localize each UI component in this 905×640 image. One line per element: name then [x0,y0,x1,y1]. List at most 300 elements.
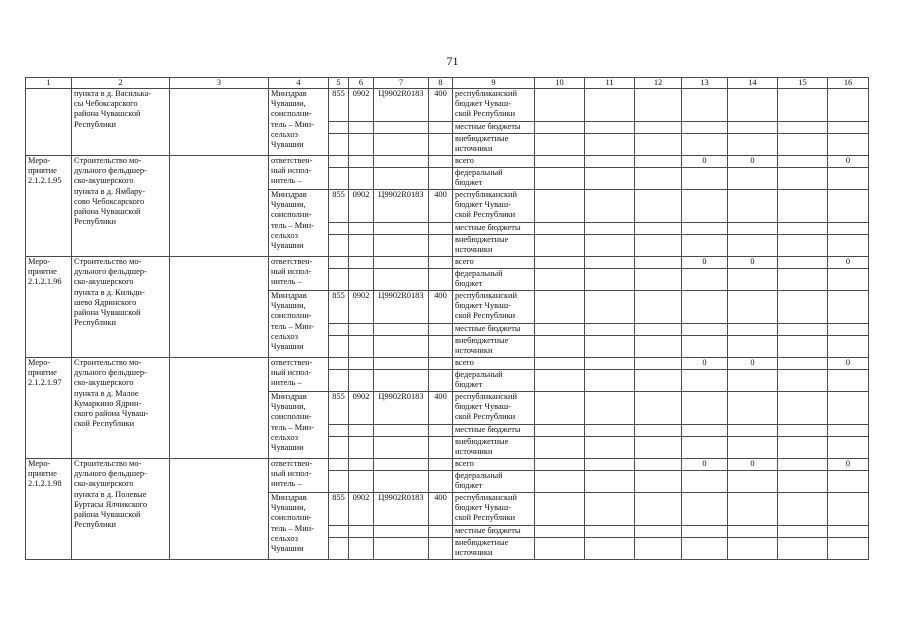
year-value-cell [778,392,828,425]
code-section-cell [349,336,374,358]
year-value-cell: 0 [728,156,778,168]
code-target-article-cell [374,168,429,190]
code-target-article-cell [374,156,429,168]
funding-source-cell: республиканский бюджет Чуваш- ской Республики [453,190,535,223]
funding-source-cell: местные бюджеты [453,324,535,336]
year-value-cell [535,538,585,560]
year-value-cell [635,538,682,560]
year-value-cell [778,526,828,538]
table-row [26,257,869,269]
code-target-article-cell [374,538,429,560]
year-value-cell [635,471,682,493]
code-grbs-cell [329,168,349,190]
code-expense-type-cell [429,156,453,168]
code-expense-type-cell: 400 [429,493,453,526]
code-section-cell [349,425,374,437]
code-target-article-cell [374,235,429,257]
year-value-cell [682,324,728,336]
funding-source-cell: республиканский бюджет Чуваш- ской Республики [453,291,535,324]
year-value-cell [828,190,869,223]
funding-source-cell: внебюджетные источники [453,336,535,358]
year-value-cell [682,122,728,134]
funding-source-cell: республиканский бюджет Чуваш- ской Республики [453,392,535,425]
code-section-cell [349,156,374,168]
year-value-cell [828,291,869,324]
responsible-executor-cell: ответствен- ный испол- нитель – [269,358,329,392]
year-value-cell [778,358,828,370]
empty-cell [170,89,269,156]
column-number-row [26,78,869,89]
year-value-cell [535,269,585,291]
year-value-cell [728,134,778,156]
code-target-article-cell [374,459,429,471]
code-target-article-cell: Ц9902R0183 [374,190,429,223]
code-grbs-cell [329,425,349,437]
code-expense-type-cell: 400 [429,190,453,223]
code-target-article-cell [374,324,429,336]
co-executor-cell: Минздрав Чувашии, соисполни- тель – Мин- сельхоз Чувашии [269,190,329,257]
code-section-cell [349,257,374,269]
year-value-cell [828,425,869,437]
year-value-cell [778,459,828,471]
year-value-cell [535,471,585,493]
funding-source-cell: федеральный бюджет [453,168,535,190]
code-target-article-cell: Ц9902R0183 [374,291,429,324]
measure-code-cell: Меро- приятие 2.1.2.1.96 [26,257,72,358]
code-section-cell [349,223,374,235]
column-number-5: 5 [329,78,349,89]
code-section-cell: 0902 [349,291,374,324]
code-grbs-cell: 855 [329,291,349,324]
code-expense-type-cell [429,324,453,336]
year-value-cell [682,269,728,291]
code-target-article-cell [374,471,429,493]
year-value-cell [535,257,585,269]
code-section-cell [349,134,374,156]
column-number-9: 9 [453,78,535,89]
code-section-cell [349,459,374,471]
year-value-cell [728,190,778,223]
year-value-cell [778,425,828,437]
code-grbs-cell [329,122,349,134]
year-value-cell [728,471,778,493]
responsible-executor-cell: ответствен- ный испол- нитель – [269,156,329,190]
code-expense-type-cell [429,223,453,235]
column-number-11: 11 [585,78,635,89]
year-value-cell [828,235,869,257]
year-value-cell [635,358,682,370]
code-expense-type-cell [429,134,453,156]
year-value-cell [535,324,585,336]
year-value-cell [635,134,682,156]
column-number-2: 2 [72,78,170,89]
year-value-cell [728,336,778,358]
code-target-article-cell [374,437,429,459]
year-value-cell [778,370,828,392]
year-value-cell [778,89,828,122]
column-number-7: 7 [374,78,429,89]
code-expense-type-cell: 400 [429,89,453,122]
year-value-cell [778,156,828,168]
year-value-cell [828,122,869,134]
page-number: 71 [446,54,459,68]
year-value-cell [585,89,635,122]
code-grbs-cell [329,336,349,358]
table-row [26,459,869,471]
year-value-cell [728,223,778,235]
budget-table [25,77,869,560]
year-value-cell [682,370,728,392]
column-number-8: 8 [429,78,453,89]
year-value-cell [585,291,635,324]
funding-source-cell: местные бюджеты [453,122,535,134]
column-number-1: 1 [26,78,72,89]
code-expense-type-cell [429,168,453,190]
code-target-article-cell: Ц9902R0183 [374,493,429,526]
code-expense-type-cell [429,526,453,538]
code-grbs-cell [329,269,349,291]
code-section-cell: 0902 [349,89,374,122]
empty-cell [170,358,269,459]
funding-source-cell: всего [453,358,535,370]
column-number-6: 6 [349,78,374,89]
funding-source-cell: внебюджетные источники [453,538,535,560]
year-value-cell [728,526,778,538]
measure-name-cell: пункта в д. Василька- сы Чебоксарского района Чувашской Республики [72,89,170,156]
code-expense-type-cell [429,269,453,291]
year-value-cell: 0 [682,459,728,471]
table-row [26,156,869,168]
year-value-cell [535,89,585,122]
year-value-cell [728,493,778,526]
year-value-cell [635,223,682,235]
code-target-article-cell: Ц9902R0183 [374,392,429,425]
year-value-cell [585,269,635,291]
column-number-14: 14 [728,78,778,89]
year-value-cell [535,235,585,257]
year-value-cell [585,324,635,336]
year-value-cell [828,526,869,538]
code-grbs-cell: 855 [329,190,349,223]
year-value-cell [682,235,728,257]
year-value-cell [585,156,635,168]
year-value-cell [728,425,778,437]
year-value-cell [635,291,682,324]
year-value-cell [778,437,828,459]
year-value-cell [828,437,869,459]
year-value-cell [635,526,682,538]
measure-name-cell: Строительство мо- дульного фельдшер- ско-акушерского пункта в д. Кильди- шево Ядринского района Чувашской Республики [72,257,170,358]
table-row [26,89,869,122]
year-value-cell [778,493,828,526]
year-value-cell [635,324,682,336]
year-value-cell [585,122,635,134]
column-number-4: 4 [269,78,329,89]
year-value-cell [635,425,682,437]
year-value-cell [635,235,682,257]
year-value-cell [585,459,635,471]
co-executor-cell: Минздрав Чувашии, соисполни- тель – Мин- сельхоз Чувашии [269,291,329,358]
measure-code-cell [26,89,72,156]
funding-source-cell: республиканский бюджет Чуваш- ской Республики [453,493,535,526]
funding-source-cell: всего [453,459,535,471]
year-value-cell [682,493,728,526]
measure-code-cell: Меро- приятие 2.1.2.1.95 [26,156,72,257]
funding-source-cell: местные бюджеты [453,526,535,538]
year-value-cell [585,471,635,493]
responsible-executor-cell: ответствен- ный испол- нитель – [269,459,329,493]
year-value-cell [828,89,869,122]
year-value-cell [728,269,778,291]
year-value-cell [585,190,635,223]
code-grbs-cell: 855 [329,89,349,122]
code-section-cell [349,471,374,493]
year-value-cell [585,370,635,392]
code-grbs-cell [329,459,349,471]
year-value-cell [682,291,728,324]
year-value-cell [585,257,635,269]
code-section-cell: 0902 [349,493,374,526]
empty-cell [170,257,269,358]
year-value-cell [635,89,682,122]
code-grbs-cell [329,156,349,168]
co-executor-cell: Минздрав Чувашии, соисполни- тель – Мин- сельхоз Чувашии [269,493,329,560]
code-section-cell [349,168,374,190]
code-expense-type-cell [429,425,453,437]
year-value-cell [535,358,585,370]
code-grbs-cell [329,223,349,235]
code-target-article-cell: Ц9902R0183 [374,89,429,122]
year-value-cell [778,168,828,190]
year-value-cell [585,168,635,190]
funding-source-cell: местные бюджеты [453,223,535,235]
year-value-cell [728,324,778,336]
code-target-article-cell [374,134,429,156]
year-value-cell [535,392,585,425]
funding-source-cell: республиканский бюджет Чуваш- ской Республики [453,89,535,122]
year-value-cell [585,425,635,437]
code-grbs-cell [329,437,349,459]
code-grbs-cell [329,134,349,156]
year-value-cell: 0 [682,358,728,370]
code-grbs-cell [329,526,349,538]
year-value-cell [585,392,635,425]
year-value-cell [778,134,828,156]
year-value-cell [728,291,778,324]
code-grbs-cell [329,370,349,392]
funding-source-cell: всего [453,156,535,168]
year-value-cell [778,336,828,358]
responsible-executor-cell: ответствен- ный испол- нитель – [269,257,329,291]
year-value-cell [682,471,728,493]
code-expense-type-cell: 400 [429,392,453,425]
code-section-cell [349,235,374,257]
funding-source-cell: внебюджетные источники [453,134,535,156]
year-value-cell [535,291,585,324]
year-value-cell [682,134,728,156]
responsible-executor-cell: Минздрав Чувашии, соисполни- тель – Мин- сельхоз Чувашии [269,89,329,156]
code-target-article-cell [374,358,429,370]
code-grbs-cell: 855 [329,392,349,425]
year-value-cell [778,223,828,235]
measure-code-cell: Меро- приятие 2.1.2.1.97 [26,358,72,459]
year-value-cell [535,425,585,437]
year-value-cell [535,437,585,459]
code-section-cell [349,122,374,134]
year-value-cell [728,235,778,257]
column-number-15: 15 [778,78,828,89]
column-number-3: 3 [170,78,269,89]
code-grbs-cell [329,538,349,560]
year-value-cell [682,425,728,437]
code-section-cell [349,269,374,291]
year-value-cell: 0 [828,459,869,471]
code-expense-type-cell [429,538,453,560]
empty-cell [170,156,269,257]
year-value-cell [635,493,682,526]
year-value-cell [682,392,728,425]
code-expense-type-cell [429,358,453,370]
code-section-cell [349,370,374,392]
code-expense-type-cell [429,471,453,493]
column-number-12: 12 [635,78,682,89]
code-section-cell: 0902 [349,190,374,223]
year-value-cell [828,493,869,526]
co-executor-cell: Минздрав Чувашии, соисполни- тель – Мин- сельхоз Чувашии [269,392,329,459]
year-value-cell [828,538,869,560]
year-value-cell [682,336,728,358]
year-value-cell [828,324,869,336]
funding-source-cell: федеральный бюджет [453,471,535,493]
code-grbs-cell [329,471,349,493]
year-value-cell [535,370,585,392]
year-value-cell: 0 [682,257,728,269]
year-value-cell: 0 [828,156,869,168]
year-value-cell [585,538,635,560]
code-target-article-cell [374,122,429,134]
year-value-cell: 0 [728,358,778,370]
code-section-cell [349,358,374,370]
funding-source-cell: внебюджетные источники [453,437,535,459]
code-section-cell [349,437,374,459]
year-value-cell [778,291,828,324]
year-value-cell [682,190,728,223]
year-value-cell [635,156,682,168]
year-value-cell [585,134,635,156]
measure-name-cell: Строительство мо- дульного фельдшер- ско-акушерского пункта в д. Полевые Буртасы Ялчикского района Чувашской Республики [72,459,170,560]
year-value-cell [635,168,682,190]
year-value-cell [682,89,728,122]
year-value-cell [828,370,869,392]
year-value-cell [778,538,828,560]
code-grbs-cell [329,358,349,370]
code-section-cell [349,538,374,560]
year-value-cell [728,122,778,134]
year-value-cell [682,538,728,560]
year-value-cell [728,370,778,392]
year-value-cell [535,134,585,156]
year-value-cell [585,493,635,526]
year-value-cell [728,437,778,459]
year-value-cell [778,190,828,223]
code-target-article-cell [374,269,429,291]
year-value-cell [585,437,635,459]
funding-source-cell: местные бюджеты [453,425,535,437]
year-value-cell [635,370,682,392]
year-value-cell [635,269,682,291]
year-value-cell [635,336,682,358]
year-value-cell [585,526,635,538]
year-value-cell [535,156,585,168]
year-value-cell [728,392,778,425]
code-grbs-cell [329,257,349,269]
code-target-article-cell [374,370,429,392]
year-value-cell [635,257,682,269]
year-value-cell [682,223,728,235]
column-number-16: 16 [828,78,869,89]
column-number-10: 10 [535,78,585,89]
code-expense-type-cell [429,235,453,257]
year-value-cell [535,336,585,358]
year-value-cell [535,493,585,526]
year-value-cell [635,190,682,223]
year-value-cell [535,122,585,134]
year-value-cell [682,526,728,538]
code-grbs-cell: 855 [329,493,349,526]
code-expense-type-cell [429,336,453,358]
year-value-cell: 0 [682,156,728,168]
code-expense-type-cell [429,257,453,269]
year-value-cell [778,471,828,493]
measure-name-cell: Строительство мо- дульного фельдшер- ско-акушерского пункта в д. Ямбару- сово Чебоксарского района Чувашской Республики [72,156,170,257]
code-grbs-cell [329,235,349,257]
year-value-cell [728,89,778,122]
year-value-cell [635,392,682,425]
code-target-article-cell [374,526,429,538]
year-value-cell [682,437,728,459]
code-section-cell [349,526,374,538]
measure-code-cell: Меро- приятие 2.1.2.1.98 [26,459,72,560]
year-value-cell [535,526,585,538]
year-value-cell [535,168,585,190]
empty-cell [170,459,269,560]
year-value-cell: 0 [828,358,869,370]
year-value-cell: 0 [728,459,778,471]
year-value-cell [778,257,828,269]
table-body [26,78,869,560]
year-value-cell [682,168,728,190]
year-value-cell [828,336,869,358]
table-row [26,358,869,370]
year-value-cell [585,358,635,370]
year-value-cell [728,538,778,560]
year-value-cell [828,134,869,156]
year-value-cell [535,223,585,235]
year-value-cell [828,168,869,190]
year-value-cell [778,122,828,134]
year-value-cell [635,437,682,459]
year-value-cell [828,269,869,291]
year-value-cell [585,235,635,257]
year-value-cell [778,269,828,291]
code-expense-type-cell [429,370,453,392]
year-value-cell [728,168,778,190]
measure-name-cell: Строительство мо- дульного фельдшер- ско-акушерского пункта в д. Малое Кумаркино Ядрин- ского района Чуваш- ской Республики [72,358,170,459]
year-value-cell [828,223,869,235]
code-target-article-cell [374,425,429,437]
code-expense-type-cell [429,459,453,471]
year-value-cell [635,122,682,134]
